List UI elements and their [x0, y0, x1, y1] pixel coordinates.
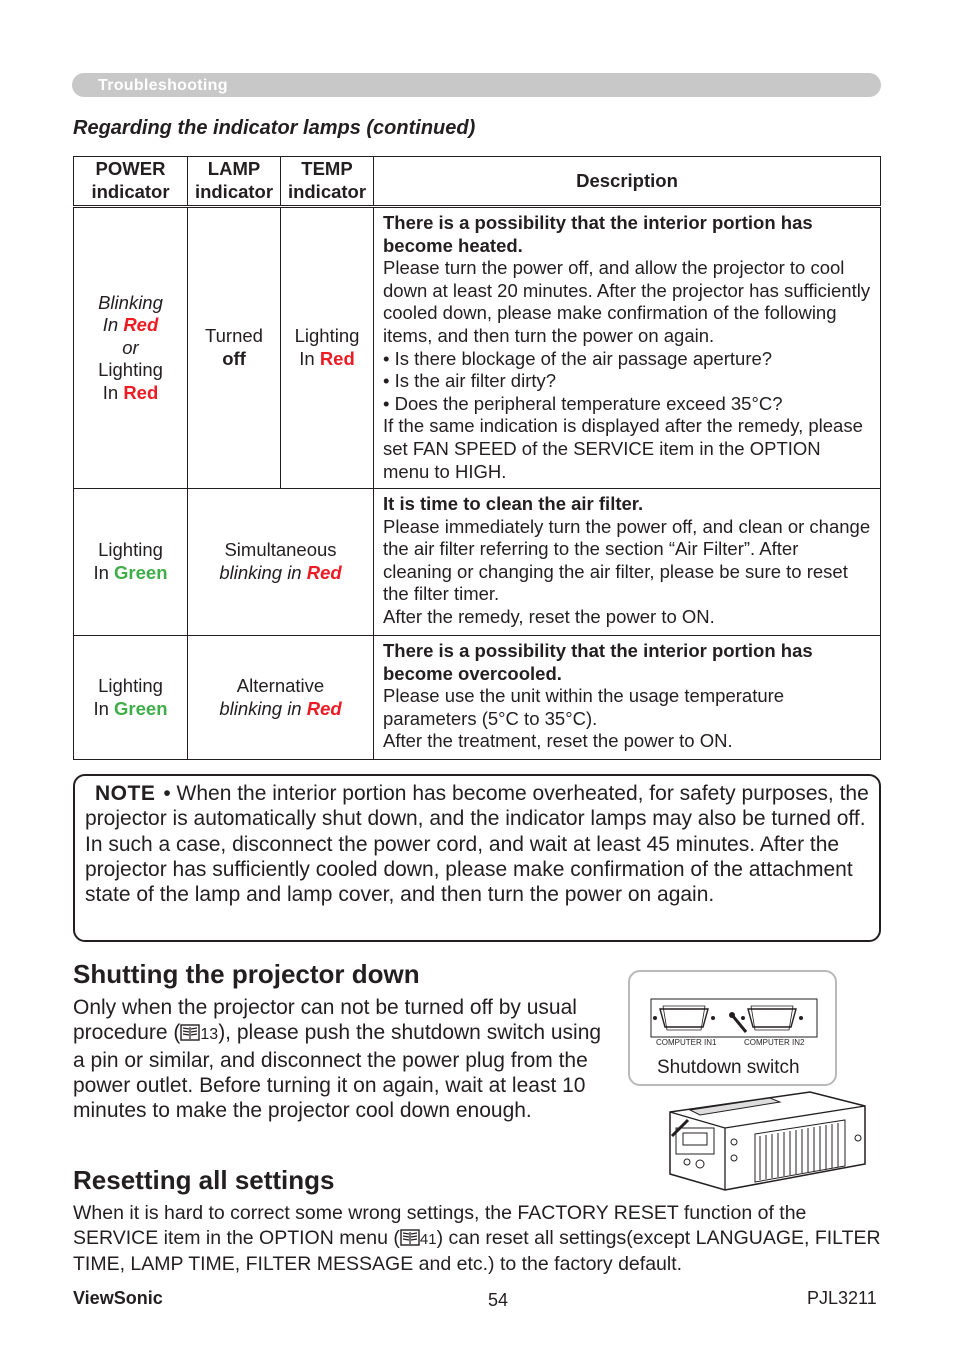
- header-lamp: LAMP indicator: [188, 157, 281, 207]
- row3-lamp-temp: Alternative blinking in Red: [188, 636, 374, 760]
- row1-temp: Lighting In Red: [281, 207, 374, 489]
- note-body: • When the interior portion has become overheated, for safety purposes, the projector is automatically shut down, and the indicator lamps may also be turned off. In such a case, disconnect the power cord, and wait at least 45 minutes. After the projector has sufficiently cooled down, please make confirmation of the attachment state of the lamp and lamp cover, and then turn the power on again.: [85, 782, 869, 907]
- table-row: [74, 636, 881, 760]
- row3-power: Lighting In Green: [74, 636, 188, 760]
- shutdown-text: Only when the projector can not be turned off by usual procedure ( 13), please push the shutdown switch using a pin or similar, and disconnect the power plug from the power outlet. Before turning it on again, wait at least 10 minutes to make the projector cool down enough.: [73, 996, 602, 1123]
- footer-brand: ViewSonic: [73, 1288, 163, 1308]
- table-row: [74, 489, 881, 636]
- row2-description: It is time to clean the air filter. Please immediately turn the power off, and clean or change the air filter referring to the section “Air Filter”. After cleaning or changing the air filter, please be sure to reset the filter timer. After the remedy, reset the power to ON.: [374, 489, 881, 636]
- row1-lamp: Turned off: [188, 207, 281, 489]
- reset-text: When it is hard to correct some wrong settings, the FACTORY RESET function of the SERVICE item in the OPTION menu ( 41) can reset all settings(except LANGUAGE, FILTER TIME, LAMP TIME, FILTER MESSAGE and etc.) to the factory default.: [73, 1202, 881, 1276]
- table-row: [74, 207, 881, 489]
- header-power: POWER indicator: [74, 157, 188, 207]
- row1-power: Blinking In Red or Lighting In Red: [74, 207, 188, 489]
- indicator-table: [73, 156, 881, 760]
- row2-lamp-temp: Simultaneous blinking in Red: [188, 489, 374, 636]
- table-header-row: [74, 157, 881, 207]
- row1-description: There is a possibility that the interior portion has become heated. Please turn the power off, and allow the projector to cool down at least 20 minutes. After the projector has sufficiently cooled down, please make confirmation of the following items, and then turn the power on again. • Is there blockage of the air passage aperture? • Is the air filter dirty? • Does the peripheral temperature exceed 35°C? If the same indication is displayed after the remedy, please set FAN SPEED of the SERVICE item in the OPTION menu to HIGH.: [374, 207, 881, 489]
- book-icon: [180, 1024, 200, 1041]
- footer-model: PJL3211: [807, 1288, 877, 1308]
- header-description: Description: [374, 157, 881, 207]
- subtitle: Regarding the indicator lamps (continued): [73, 117, 476, 139]
- shutdown-heading: Shutting the projector down: [73, 959, 420, 989]
- note-label: NOTE: [95, 782, 156, 805]
- note-box: [73, 774, 881, 942]
- header-temp: TEMP indicator: [281, 157, 374, 207]
- reset-heading: Resetting all settings: [73, 1165, 335, 1195]
- book-icon: [400, 1229, 420, 1246]
- section-bar: [72, 73, 881, 97]
- note-text: [85, 781, 870, 907]
- projector-illustration: [660, 1084, 874, 1194]
- port1-label: COMPUTER IN1: [656, 1038, 717, 1047]
- port2-label: COMPUTER IN2: [744, 1038, 805, 1047]
- shutdown-callout: [628, 970, 837, 1086]
- shutdown-switch-caption: Shutdown switch: [657, 1057, 800, 1078]
- port-panel-illustration: [650, 998, 818, 1038]
- row3-description: There is a possibility that the interior portion has become overcooled. Please use the unit within the usage temperature parameters (5°C to 35°C). After the treatment, reset the power to ON.: [374, 636, 881, 760]
- row2-power: Lighting In Green: [74, 489, 188, 636]
- footer-page-number: 54: [488, 1290, 509, 1310]
- section-title: Troubleshooting: [98, 77, 228, 94]
